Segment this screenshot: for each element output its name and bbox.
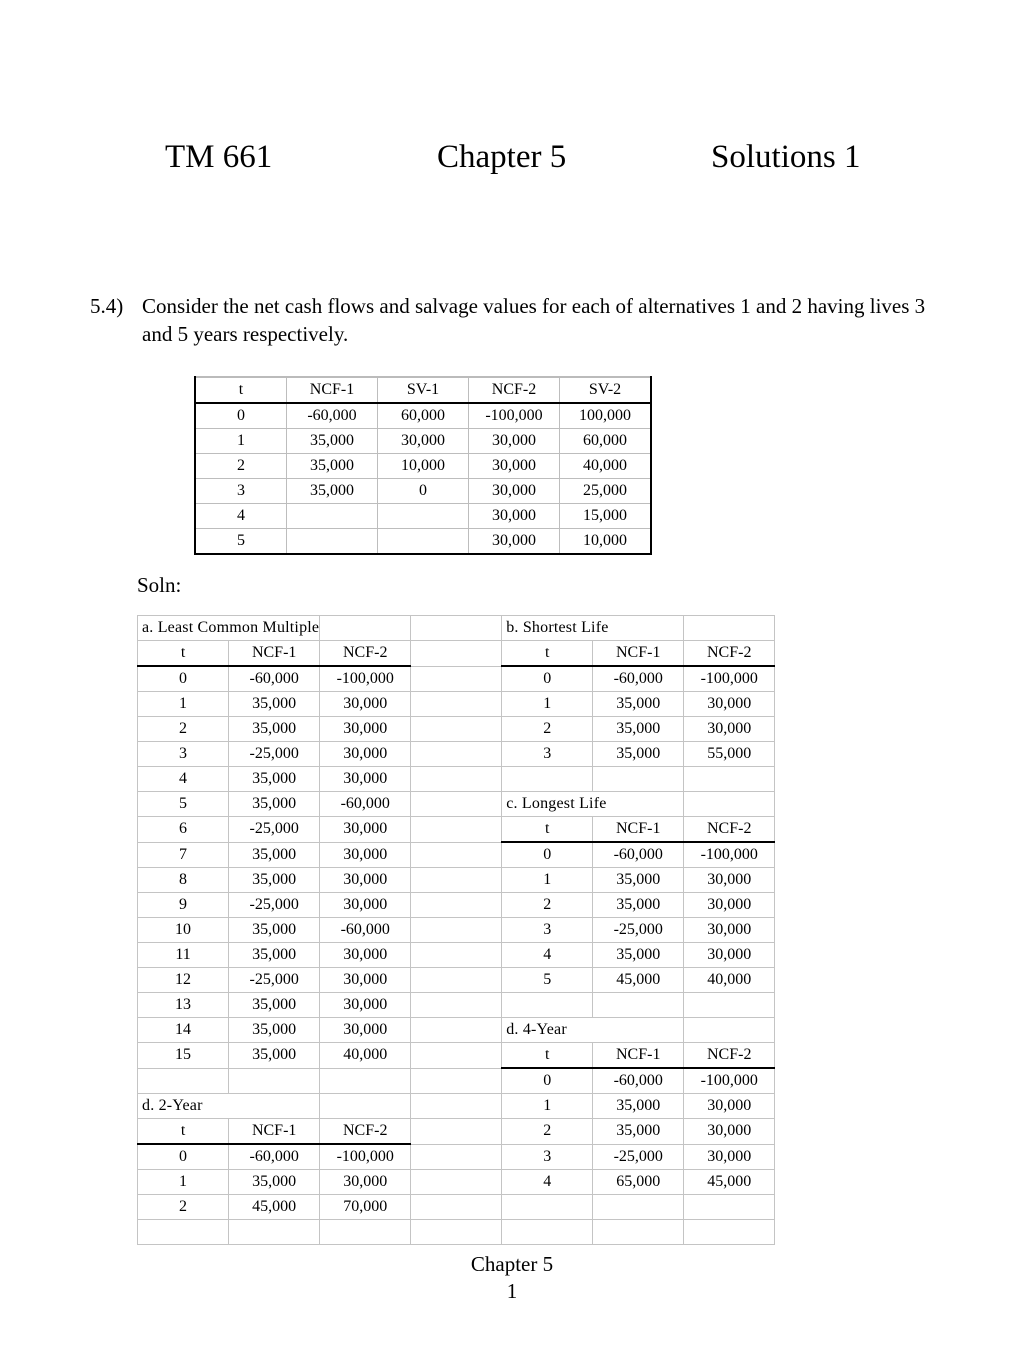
table-cell: 30,000 bbox=[320, 993, 411, 1018]
table-cell: 30,000 bbox=[320, 893, 411, 918]
table-cell: 1 bbox=[138, 692, 229, 717]
empty-cell bbox=[411, 767, 502, 792]
table-row bbox=[138, 993, 775, 1018]
empty-cell bbox=[684, 767, 775, 792]
table-cell: 40,000 bbox=[560, 454, 652, 479]
table-cell: 60,000 bbox=[560, 429, 652, 454]
empty-cell bbox=[502, 767, 593, 792]
empty-cell bbox=[684, 1195, 775, 1220]
table-cell: 0 bbox=[378, 479, 469, 504]
empty-cell bbox=[411, 666, 502, 692]
column-header: NCF-1 bbox=[593, 817, 684, 843]
table-cell: 1 bbox=[502, 868, 593, 893]
solution-table bbox=[137, 615, 775, 1245]
table-cell: 30,000 bbox=[320, 692, 411, 717]
table-cell: 35,000 bbox=[593, 943, 684, 968]
table-cell: 10,000 bbox=[560, 529, 652, 555]
empty-cell bbox=[411, 1195, 502, 1220]
table-cell: 30,000 bbox=[469, 479, 560, 504]
table-cell: -60,000 bbox=[229, 1144, 320, 1170]
table-cell: 100,000 bbox=[560, 403, 652, 429]
table-row bbox=[138, 692, 775, 717]
empty-cell bbox=[320, 1094, 411, 1119]
empty-cell bbox=[411, 717, 502, 742]
column-header: NCF-2 bbox=[469, 377, 560, 403]
table-row bbox=[138, 943, 775, 968]
empty-cell bbox=[320, 1068, 411, 1094]
table-cell: 35,000 bbox=[229, 1043, 320, 1069]
empty-cell bbox=[320, 1220, 411, 1245]
page-footer bbox=[0, 1251, 1024, 1305]
table-cell: 35,000 bbox=[593, 893, 684, 918]
column-header: t bbox=[502, 641, 593, 667]
empty-cell bbox=[229, 1068, 320, 1094]
table-cell: 1 bbox=[502, 692, 593, 717]
table-cell: 30,000 bbox=[320, 817, 411, 843]
table-cell: 10,000 bbox=[378, 454, 469, 479]
table-cell: 30,000 bbox=[684, 943, 775, 968]
column-header: NCF-1 bbox=[593, 641, 684, 667]
table-row bbox=[138, 868, 775, 893]
table-cell: 8 bbox=[138, 868, 229, 893]
table-cell: 30,000 bbox=[320, 943, 411, 968]
table-row bbox=[195, 529, 651, 555]
table-cell: 70,000 bbox=[320, 1195, 411, 1220]
table-cell: 15,000 bbox=[560, 504, 652, 529]
table-cell: 30,000 bbox=[469, 429, 560, 454]
table-cell: 1 bbox=[502, 1094, 593, 1119]
table-cell: 30,000 bbox=[684, 918, 775, 943]
empty-cell bbox=[684, 1018, 775, 1043]
table-cell: 13 bbox=[138, 993, 229, 1018]
table-cell: 35,000 bbox=[229, 1018, 320, 1043]
data-header-row bbox=[195, 377, 651, 403]
empty-cell bbox=[411, 792, 502, 817]
table-cell: 30,000 bbox=[320, 868, 411, 893]
table-cell: 35,000 bbox=[229, 717, 320, 742]
table-cell: 2 bbox=[195, 454, 287, 479]
table-cell: 5 bbox=[138, 792, 229, 817]
table-cell: -25,000 bbox=[229, 968, 320, 993]
table-cell bbox=[287, 504, 378, 529]
table-row bbox=[138, 717, 775, 742]
table-row bbox=[195, 429, 651, 454]
empty-cell bbox=[411, 817, 502, 843]
four-year-title: d. 4-Year bbox=[502, 1018, 684, 1043]
table-cell: 30,000 bbox=[320, 1170, 411, 1195]
table-cell: 1 bbox=[195, 429, 287, 454]
table-cell: 5 bbox=[195, 529, 287, 555]
table-cell: 30,000 bbox=[684, 717, 775, 742]
table-cell: 35,000 bbox=[593, 742, 684, 767]
column-header: SV-2 bbox=[560, 377, 652, 403]
table-row bbox=[138, 1170, 775, 1195]
empty-cell bbox=[411, 1094, 502, 1119]
column-header: SV-1 bbox=[378, 377, 469, 403]
table-cell: 0 bbox=[138, 666, 229, 692]
table-row bbox=[138, 1220, 775, 1245]
table-cell: 30,000 bbox=[320, 767, 411, 792]
table-cell: 35,000 bbox=[229, 868, 320, 893]
table-cell: 35,000 bbox=[229, 842, 320, 868]
table-cell: 5 bbox=[502, 968, 593, 993]
table-cell: 35,000 bbox=[229, 1170, 320, 1195]
table-cell: 3 bbox=[502, 918, 593, 943]
table-row bbox=[138, 792, 775, 817]
table-cell: 30,000 bbox=[320, 842, 411, 868]
column-header: t bbox=[195, 377, 287, 403]
table-row bbox=[195, 403, 651, 429]
empty-cell bbox=[411, 893, 502, 918]
table-cell: 30,000 bbox=[320, 1018, 411, 1043]
column-header: NCF-1 bbox=[229, 641, 320, 667]
table-cell: 2 bbox=[502, 717, 593, 742]
empty-cell bbox=[411, 1018, 502, 1043]
empty-cell bbox=[411, 1043, 502, 1069]
empty-cell bbox=[411, 943, 502, 968]
column-header: NCF-1 bbox=[229, 1119, 320, 1145]
table-cell: 35,000 bbox=[593, 717, 684, 742]
empty-cell bbox=[411, 968, 502, 993]
table-cell: 30,000 bbox=[684, 1119, 775, 1145]
table-cell: 30,000 bbox=[684, 893, 775, 918]
empty-cell bbox=[411, 842, 502, 868]
empty-cell bbox=[593, 1220, 684, 1245]
table-cell: 35,000 bbox=[229, 692, 320, 717]
table-cell bbox=[287, 529, 378, 555]
table-cell: 35,000 bbox=[593, 692, 684, 717]
chapter-heading: Chapter 5 bbox=[437, 139, 567, 175]
table-row bbox=[138, 1094, 775, 1119]
empty-cell bbox=[411, 641, 502, 667]
table-cell: -25,000 bbox=[593, 918, 684, 943]
table-row bbox=[138, 1195, 775, 1220]
empty-cell bbox=[411, 1119, 502, 1145]
table-row bbox=[138, 1119, 775, 1145]
table-cell: 2 bbox=[138, 717, 229, 742]
table-cell: 45,000 bbox=[229, 1195, 320, 1220]
cash-flow-data-table bbox=[194, 376, 652, 555]
table-cell: -25,000 bbox=[229, 817, 320, 843]
table-cell: 0 bbox=[138, 1144, 229, 1170]
table-cell: 12 bbox=[138, 968, 229, 993]
table-cell: 30,000 bbox=[469, 529, 560, 555]
table-row bbox=[138, 1144, 775, 1170]
table-cell: -60,000 bbox=[229, 666, 320, 692]
table-row bbox=[138, 641, 775, 667]
table-cell: 35,000 bbox=[229, 943, 320, 968]
table-row bbox=[138, 1068, 775, 1094]
empty-cell bbox=[138, 1068, 229, 1094]
table-cell: 35,000 bbox=[593, 1119, 684, 1145]
empty-cell bbox=[502, 993, 593, 1018]
empty-cell bbox=[684, 792, 775, 817]
column-header: NCF-2 bbox=[684, 1043, 775, 1069]
table-cell: 4 bbox=[502, 1170, 593, 1195]
table-cell: 35,000 bbox=[287, 429, 378, 454]
table-cell: 4 bbox=[195, 504, 287, 529]
column-header: NCF-2 bbox=[684, 641, 775, 667]
table-cell: 35,000 bbox=[287, 454, 378, 479]
empty-cell bbox=[411, 918, 502, 943]
table-cell: 14 bbox=[138, 1018, 229, 1043]
course-code: TM 661 bbox=[165, 139, 273, 175]
table-cell: 30,000 bbox=[469, 504, 560, 529]
table-cell: 0 bbox=[502, 1068, 593, 1094]
table-cell: -60,000 bbox=[320, 792, 411, 817]
table-cell: 2 bbox=[138, 1195, 229, 1220]
table-cell: 40,000 bbox=[320, 1043, 411, 1069]
empty-cell bbox=[502, 1220, 593, 1245]
column-header: NCF-2 bbox=[320, 641, 411, 667]
empty-cell bbox=[593, 993, 684, 1018]
table-row bbox=[195, 479, 651, 504]
table-cell: 65,000 bbox=[593, 1170, 684, 1195]
table-cell: 30,000 bbox=[320, 968, 411, 993]
table-row bbox=[138, 817, 775, 843]
empty-cell bbox=[502, 1195, 593, 1220]
table-cell: -100,000 bbox=[684, 1068, 775, 1094]
table-row bbox=[138, 666, 775, 692]
table-cell: -25,000 bbox=[593, 1144, 684, 1170]
table-cell: 25,000 bbox=[560, 479, 652, 504]
table-cell: 35,000 bbox=[229, 993, 320, 1018]
table-cell: -100,000 bbox=[684, 666, 775, 692]
document-title: Solutions 1 bbox=[711, 139, 861, 175]
empty-cell bbox=[684, 1220, 775, 1245]
table-row bbox=[138, 1018, 775, 1043]
table-row bbox=[195, 504, 651, 529]
page-number: 1 bbox=[506, 1279, 518, 1303]
table-cell bbox=[378, 529, 469, 555]
table-cell: 30,000 bbox=[320, 717, 411, 742]
empty-cell bbox=[411, 1220, 502, 1245]
table-cell: 10 bbox=[138, 918, 229, 943]
table-cell: 0 bbox=[195, 403, 287, 429]
two-year-title: d. 2-Year bbox=[138, 1094, 320, 1119]
table-cell: 30,000 bbox=[684, 868, 775, 893]
table-row bbox=[138, 968, 775, 993]
table-row bbox=[138, 767, 775, 792]
table-cell: 35,000 bbox=[593, 1094, 684, 1119]
empty-cell bbox=[411, 1068, 502, 1094]
table-cell: 30,000 bbox=[684, 692, 775, 717]
table-cell: 30,000 bbox=[684, 1094, 775, 1119]
table-cell: -25,000 bbox=[229, 893, 320, 918]
table-cell: 45,000 bbox=[684, 1170, 775, 1195]
column-header: NCF-1 bbox=[593, 1043, 684, 1069]
solution-label: Soln: bbox=[137, 573, 182, 597]
empty-cell bbox=[411, 1144, 502, 1170]
table-cell: 0 bbox=[502, 666, 593, 692]
table-cell: 35,000 bbox=[229, 918, 320, 943]
table-cell: -100,000 bbox=[684, 842, 775, 868]
longest-life-title: c. Longest Life bbox=[502, 792, 684, 817]
table-cell: -100,000 bbox=[320, 666, 411, 692]
table-cell: -100,000 bbox=[469, 403, 560, 429]
table-cell: 30,000 bbox=[469, 454, 560, 479]
table-cell: 60,000 bbox=[378, 403, 469, 429]
table-cell: 4 bbox=[502, 943, 593, 968]
least-common-multiple-title: a. Least Common Multiple bbox=[138, 616, 320, 641]
empty-cell bbox=[138, 1220, 229, 1245]
empty-cell bbox=[411, 993, 502, 1018]
shortest-life-title: b. Shortest Life bbox=[502, 616, 684, 641]
empty-cell bbox=[593, 767, 684, 792]
table-cell: -60,000 bbox=[287, 403, 378, 429]
table-cell: 45,000 bbox=[593, 968, 684, 993]
table-cell: 1 bbox=[138, 1170, 229, 1195]
table-cell: 2 bbox=[502, 893, 593, 918]
table-row bbox=[138, 893, 775, 918]
table-cell: 30,000 bbox=[378, 429, 469, 454]
column-header: NCF-2 bbox=[320, 1119, 411, 1145]
table-cell: -100,000 bbox=[320, 1144, 411, 1170]
column-header: t bbox=[138, 1119, 229, 1145]
table-row bbox=[138, 918, 775, 943]
column-header: t bbox=[502, 1043, 593, 1069]
table-cell: 15 bbox=[138, 1043, 229, 1069]
table-row bbox=[138, 1043, 775, 1069]
footer-chapter: Chapter 5 bbox=[470, 1252, 554, 1276]
table-cell: 3 bbox=[502, 742, 593, 767]
empty-cell bbox=[411, 868, 502, 893]
table-cell: 35,000 bbox=[229, 792, 320, 817]
empty-cell bbox=[411, 742, 502, 767]
table-cell: 6 bbox=[138, 817, 229, 843]
table-cell bbox=[378, 504, 469, 529]
table-row bbox=[138, 842, 775, 868]
table-row bbox=[138, 616, 775, 641]
table-cell: 55,000 bbox=[684, 742, 775, 767]
table-cell: 9 bbox=[138, 893, 229, 918]
column-header: NCF-1 bbox=[287, 377, 378, 403]
column-header: t bbox=[138, 641, 229, 667]
table-cell: 3 bbox=[502, 1144, 593, 1170]
table-cell: 35,000 bbox=[229, 767, 320, 792]
table-cell: 4 bbox=[138, 767, 229, 792]
table-cell: 30,000 bbox=[320, 742, 411, 767]
empty-cell bbox=[593, 1195, 684, 1220]
empty-cell bbox=[684, 993, 775, 1018]
table-cell: -25,000 bbox=[229, 742, 320, 767]
table-row bbox=[195, 454, 651, 479]
table-cell: -60,000 bbox=[593, 1068, 684, 1094]
column-header: t bbox=[502, 817, 593, 843]
column-header: NCF-2 bbox=[684, 817, 775, 843]
table-row bbox=[138, 742, 775, 767]
empty-cell bbox=[320, 616, 411, 641]
table-cell: 35,000 bbox=[593, 868, 684, 893]
table-cell: 11 bbox=[138, 943, 229, 968]
empty-cell bbox=[411, 1170, 502, 1195]
empty-cell bbox=[411, 692, 502, 717]
table-cell: -60,000 bbox=[593, 666, 684, 692]
table-cell: -60,000 bbox=[593, 842, 684, 868]
table-cell: 3 bbox=[138, 742, 229, 767]
empty-cell bbox=[411, 616, 502, 641]
table-cell: 35,000 bbox=[287, 479, 378, 504]
table-cell: 3 bbox=[195, 479, 287, 504]
table-cell: 0 bbox=[502, 842, 593, 868]
table-cell: -60,000 bbox=[320, 918, 411, 943]
problem-number: 5.4) bbox=[90, 294, 124, 318]
table-cell: 2 bbox=[502, 1119, 593, 1145]
table-cell: 30,000 bbox=[684, 1144, 775, 1170]
table-cell: 7 bbox=[138, 842, 229, 868]
problem-text: Consider the net cash flows and salvage values for each of alternatives 1 and 2 having lives 3 and 5 years respectively. bbox=[142, 294, 926, 346]
empty-cell bbox=[684, 616, 775, 641]
empty-cell bbox=[229, 1220, 320, 1245]
table-cell: 40,000 bbox=[684, 968, 775, 993]
